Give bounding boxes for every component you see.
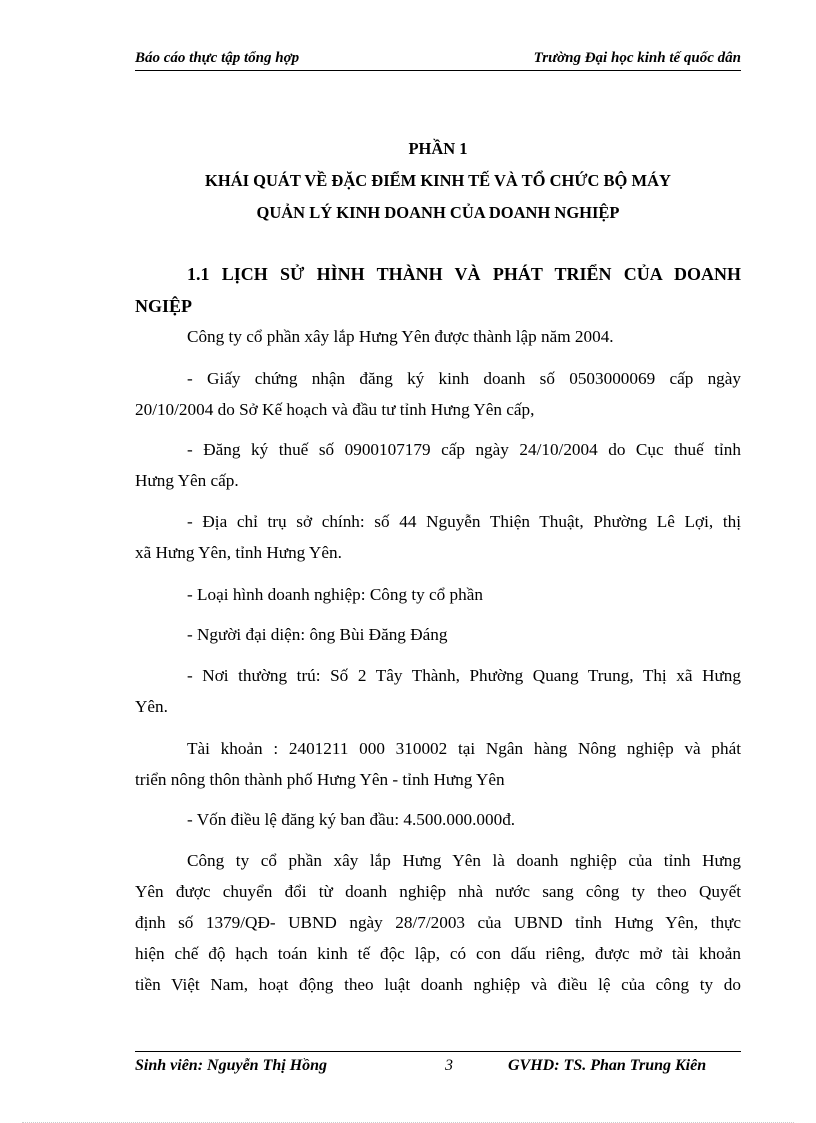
chapter-title-line-2: QUẢN LÝ KINH DOANH CỦA DOANH NGHIỆP [256, 203, 620, 222]
header-report-title: Báo cáo thực tập tổng hợp [135, 50, 300, 66]
paragraph-line: - Giấy chứng nhận đăng ký kinh doanh số 0503000069 cấp ngày [187, 369, 741, 388]
page-header [135, 48, 741, 71]
paragraph-line: tiền Việt Nam, hoạt động theo luật doanh nghiệp và điều lệ của công ty do [135, 975, 741, 994]
footer-student-name: Sinh viên: Nguyễn Thị Hồng [135, 1057, 328, 1074]
header-university: Trường Đại học kinh tế quốc dân [533, 50, 741, 66]
paragraph-line: Công ty cổ phần xây lắp Hưng Yên là doanh nghiệp của tỉnh Hưng [187, 851, 741, 870]
paragraph-line: Hưng Yên cấp. [135, 471, 239, 490]
paragraph-charter-capital [135, 804, 741, 835]
paragraph-line: 20/10/2004 do Sở Kế hoạch và đầu tư tỉnh Hưng Yên cấp, [135, 400, 535, 419]
paragraph-line: hiện chế độ hạch toán kinh tế độc lập, có con dấu riêng, được mở tài khoản [135, 944, 741, 963]
paragraph-company-type [135, 579, 741, 610]
section-heading-line-1: 1.1 LỊCH SỬ HÌNH THÀNH VÀ PHÁT TRIỂN CỦA DOANH [187, 264, 741, 284]
paragraph-company-description [135, 845, 741, 1000]
paragraph-line: Yên. [135, 697, 168, 716]
chapter-number: PHẦN 1 [408, 139, 468, 158]
paragraph-bank-account [135, 733, 741, 795]
paragraph-representative [135, 619, 741, 650]
paragraph-line: định số 1379/QĐ- UBND ngày 28/7/2003 của UBND tỉnh Hưng Yên, thực [135, 913, 741, 932]
chapter-title [135, 133, 741, 229]
paragraph-line: - Loại hình doanh nghiệp: Công ty cổ phần [187, 585, 483, 604]
paragraph-business-license [135, 363, 741, 425]
section-heading-line-2: NGIỆP [135, 296, 193, 316]
paragraph-head-office [135, 506, 741, 568]
page-number: 3 [445, 1057, 453, 1074]
paragraph-line: Yên được chuyển đổi từ doanh nghiệp nhà nước sang công ty theo Quyết [135, 882, 741, 901]
paragraph-line: - Đăng ký thuế số 0900107179 cấp ngày 24/10/2004 do Cục thuế tỉnh [187, 440, 741, 459]
paragraph-line: - Địa chỉ trụ sở chính: số 44 Nguyễn Thiện Thuật, Phường Lê Lợi, thị [187, 512, 741, 531]
footer-advisor: GVHD: TS. Phan Trung Kiên [508, 1057, 707, 1074]
paragraph-line: - Nơi thường trú: Số 2 Tây Thành, Phường Quang Trung, Thị xã Hưng [187, 666, 741, 685]
page-footer [135, 1051, 741, 1078]
paragraph-residence [135, 660, 741, 722]
paragraph-line: - Vốn điều lệ đăng ký ban đầu: 4.500.000.000đ. [187, 810, 516, 829]
paragraph-line: Công ty cổ phần xây lắp Hưng Yên được thành lập năm 2004. [187, 327, 614, 346]
paragraph-line: triển nông thôn thành phố Hưng Yên - tỉnh Hưng Yên [135, 770, 505, 789]
paragraph-line: Tài khoản : 2401211 000 310002 tại Ngân hàng Nông nghiệp và phát [187, 739, 741, 758]
paragraph-tax-registration [135, 434, 741, 496]
chapter-title-line-1: KHÁI QUÁT VỀ ĐẶC ĐIỂM KINH TẾ VÀ TỔ CHỨC BỘ MÁY [205, 171, 671, 190]
paragraph-line: - Người đại diện: ông Bùi Đăng Đáng [187, 625, 448, 644]
paragraph-founding [135, 321, 741, 352]
paragraph-line: xã Hưng Yên, tỉnh Hưng Yên. [135, 543, 342, 562]
section-heading [135, 258, 741, 322]
